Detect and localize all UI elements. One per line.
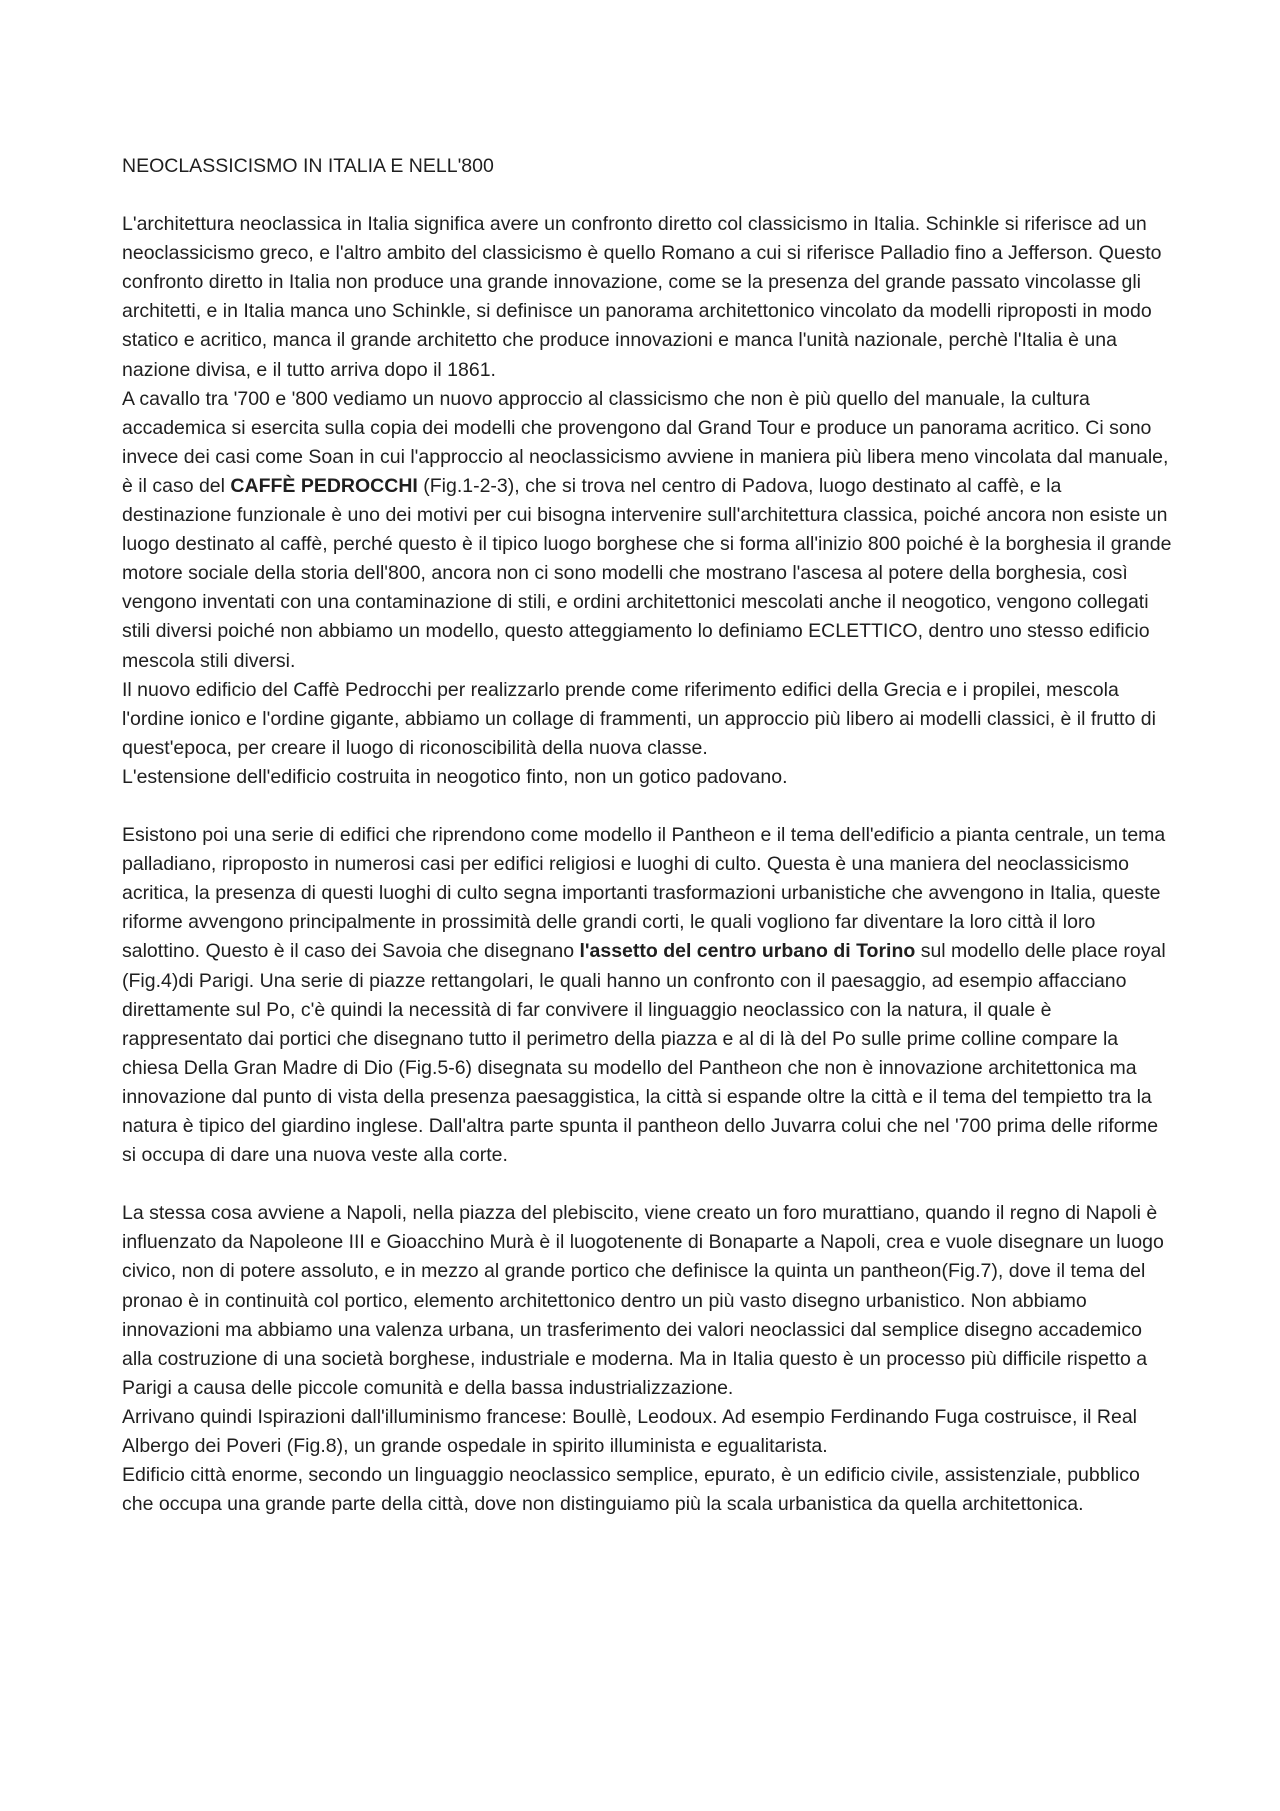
paragraph-gap: [122, 792, 1174, 821]
paragraph-text: sul modello delle place royal (Fig.4)di Parigi. Una serie di piazze rettangolari, le quali hanno un confronto con il paesaggio, ad esempio affacciano direttamente sul Po, c'è quindi la necessità di far convivere il linguaggio neoclassico con la natura, il quale è rappresentato dai portici che disegnano tutto il perimetro della piazza e al di là del Po sulle prime colline compare la chiesa Della Gran Madre di Dio (Fig.5-6) disegnata su modello del Pantheon che non è innovazione architettonica ma innovazione dal punto di vista della presenza paesaggistica, la città si espande oltre la città e il tema del tempietto tra la natura è tipico del giardino inglese. Dall'altra parte spunta il pantheon dello Juvarra colui che nel '700 prima delle riforme si occupa di dare una nuova veste alla corte.: [122, 940, 1166, 1167]
paragraph-text: Esistono poi una serie di edifici che riprendono come modello il Pantheon e il tema dell'edificio a pianta centrale, un tema palladiano, riproposto in numerosi casi per edifici religiosi e luoghi di culto. Questa è una maniera del neoclassicismo acritica, la presenza di questi luoghi di culto segna importanti trasformazioni urbanistiche che avvengono in Italia, queste riforme avvengono principalmente in prossimità delle grandi corti, le quali vogliono far diventare la loro città il loro salottino. Questo è il caso dei Savoia che disegnano: [122, 824, 1166, 963]
paragraph-text: A cavallo tra '700 e '800 vediamo un nuovo approccio al classicismo che non è più quello del manuale, la cultura accademica si esercita sulla copia dei modelli che provengono dal Grand Tour e produce un panorama acritico. Ci sono invece dei casi come Soan in cui l'approccio al neoclassicismo avviene in maniera più libera meno vincolata dal manuale, è il caso del: [122, 387, 1169, 497]
paragraph-intro: L'architettura neoclassica in Italia significa avere un confronto diretto col classicismo in Italia. Schinkle si riferisce ad un neoclassicismo greco, e l'altro ambito del classicismo è quello Romano a cui si riferisce Palladio fino a Jefferson. Questo confronto diretto in Italia non produce una grande innovazione, come se la presenza del grande passato vincolasse gli architetti, e in Italia manca uno Schinkle, si definisce un panorama architettonico vincolato da modelli riproposti in modo statico e acritico, manca il grande architetto che produce innovazioni e manca l'unità nazionale, perchè l'Italia è una nazione divisa, e il tutto arriva dopo il 1861.: [122, 213, 1162, 381]
paragraph-illuminismo: Arrivano quindi Ispirazioni dall'illuminismo francese: Boullè, Leodoux. Ad esempio Ferdinando Fuga costruisce, il Real Albergo dei Poveri (Fig.8), un grande ospedale in spirito illuminista e egualitarista.: [122, 1405, 1137, 1458]
bold-assetto-torino: l'assetto del centro urbano di Torino: [579, 940, 916, 963]
paragraph-edificio-citta: Edificio città enorme, secondo un linguaggio neoclassico semplice, epurato, è un edificio civile, assistenziale, pubblico che occupa una grande parte della città, dove non distinguiamo più la scala urbanistica da quella architettonica.: [122, 1464, 1140, 1516]
paragraph-text: (Fig.1-2-3), che si trova nel centro di Padova, luogo destinato al caffè, e la destinazione funzionale è uno dei motivi per cui bisogna intervenire sull'architettura classica, poiché ancora non esiste un luogo destinato al caffè, perché questo è il tipico luogo borghese che si forma all'inizio 800 poiché è la borghesia il grande motore sociale della storia dell'800, ancora non ci sono modelli che mostrano l'ascesa al potere della borghesia, così vengono inventati con una contaminazione di stili, e ordini architettonici mescolati anche il neogotico, vengono collegati stili diversi poiché non abbiamo un modello, questo atteggiamento lo definiamo ECLETTICO, dentro uno stesso edificio mescola stili diversi.: [122, 474, 1172, 672]
paragraph-estensione: L'estensione dell'edificio costruita in neogotico finto, non un gotico padovano.: [122, 765, 788, 788]
bold-caffe-pedrocchi: CAFFÈ PEDROCCHI: [230, 474, 418, 497]
paragraph-napoli: La stessa cosa avviene a Napoli, nella piazza del plebiscito, viene creato un foro murattiano, quando il regno di Napoli è influenzato da Napoleone III e Gioacchino Murà è il luogotenente di Bonaparte a Napoli, crea e vuole disegnare un luogo civico, non di potere assoluto, e in mezzo al grande portico che definisce la quinta un pantheon(Fig.7), dove il tema del pronao è in continuità col portico, elemento architettonico dentro un più vasto disegno urbanistico. Non abbiamo innovazioni ma abbiamo una valenza urbana, un trasferimento dei valori neoclassici dal semplice disegno accademico alla costruzione di una società borghese, industriale e moderna. Ma in Italia questo è un processo più difficile rispetto a Parigi a causa delle piccole comunità e della bassa industrializzazione.: [122, 1202, 1164, 1399]
paragraph-gap: [122, 1170, 1174, 1199]
paragraph-pantheon-torino: [122, 821, 1174, 1170]
paragraph-caffe-pedrocchi: [122, 385, 1174, 676]
document-title: NEOCLASSICISMO IN ITALIA E NELL'800: [122, 155, 494, 177]
paragraph-nuovo-edificio: Il nuovo edificio del Caffè Pedrocchi per realizzarlo prende come riferimento edifici della Grecia e i propilei, mescola l'ordine ionico e l'ordine gigante, abbiamo un collage di frammenti, un approccio più libero ai modelli classici, è il frutto di quest'epoca, per creare il luogo di riconoscibilità della nuova classe.: [122, 678, 1156, 759]
document-page: [122, 152, 1174, 1519]
